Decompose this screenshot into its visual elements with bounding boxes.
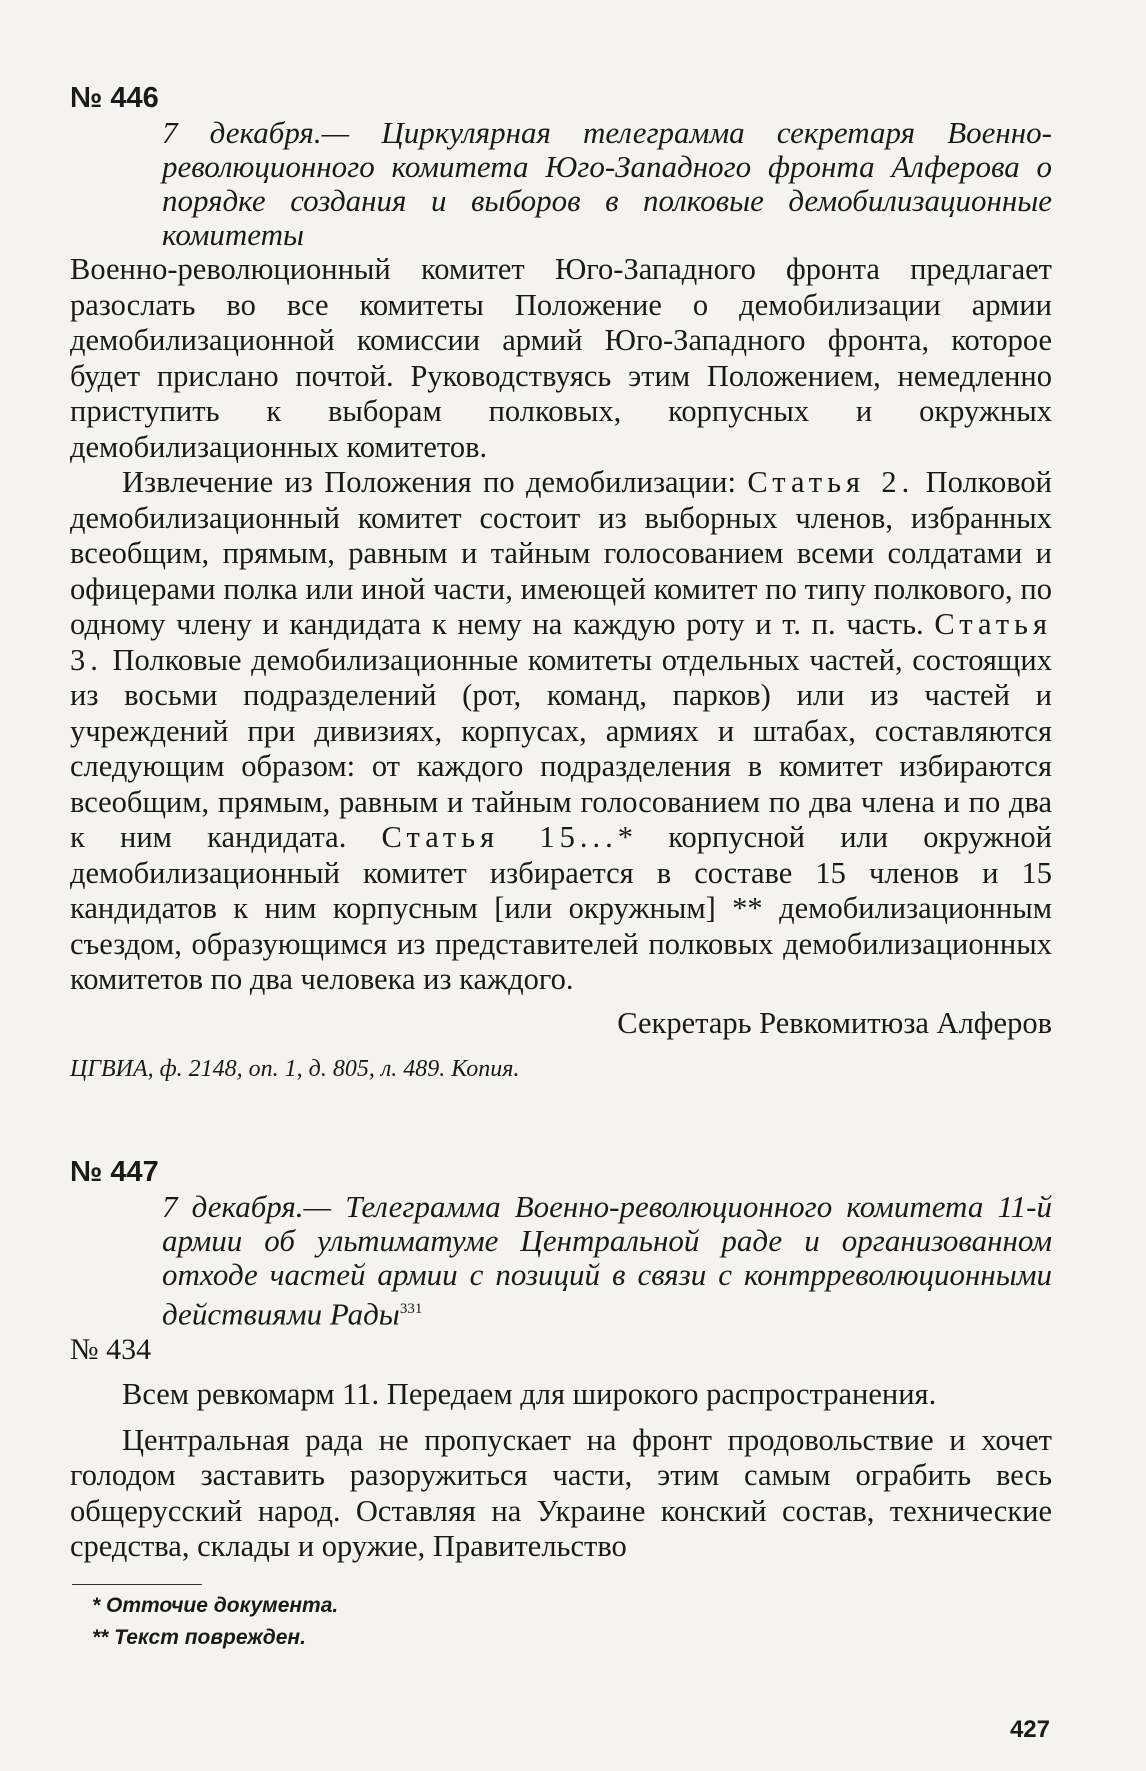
footnote: * Отточие документа. <box>92 1594 339 1617</box>
page-number: 427 <box>1009 1716 1050 1743</box>
document-body-446 <box>70 252 1052 998</box>
paragraph: Военно-революционный комитет Юго-Западного фронта предлагает разослать во все комитеты Положение о демобилизации армии демобилизационной комиссии армий Юго-Западного фронта, которое будет прислано почтой. Руководствуясь этим Положением, немедленно приступить к выборам полковых, корпусных и окружных демобилизационных комитетов. <box>70 252 1052 464</box>
document-heading-446: 7 декабря.— Циркулярная телеграмма секретаря Военно-революционного комитета Юго-Западного фронта Алферова о порядке создания и выборов в полковые демобилизационные комитеты <box>162 115 1052 252</box>
paragraph: Всем ревкомарм 11. Передаем для широкого распространения. <box>122 1377 937 1411</box>
telegram-number: № 434 <box>70 1333 152 1366</box>
article-label: Статья 3. <box>70 607 1052 677</box>
heading-text: 7 декабря.— Телеграмма Военно-революционного комитета 11-й армии об ультиматуме Центральной раде и организованном отходе частей армии с позиций в связи с контрреволюционными действиями Рады <box>162 1189 1052 1332</box>
text-run: Извлечение из Положения по демобилизации: <box>122 465 748 499</box>
document-number-446: № 446 <box>70 82 159 114</box>
document-heading-447 <box>162 1190 1052 1331</box>
footnote-divider <box>72 1584 202 1585</box>
article-label: Статья 15... <box>381 820 618 854</box>
article-label: Статья 2. <box>747 465 915 499</box>
paragraph: Центральная рада не пропускает на фронт продовольствие и хочет голодом заставить разоружиться части, этим самым ограбить весь общерусский народ. Оставляя на Украине конский состав, технические средства, склады и оружие, Правительство <box>70 1422 1052 1563</box>
paragraph <box>70 465 1052 998</box>
document-body-447 <box>70 1377 1052 1565</box>
signature: Секретарь Ревкомитюза Алферов <box>617 1006 1052 1040</box>
document-number-447: № 447 <box>70 1156 159 1188</box>
footnote: ** Текст поврежден. <box>92 1626 306 1649</box>
text-run: * корпусной или окружной демобилизационный комитет избирается в составе 15 членов и 15 кандидатов к ним корпусным [или окружным] ** демобилизационным съездом, образующимся из представителей полковых демобилизационных комитетов по два человека из каждого. <box>70 820 1052 996</box>
text-run: Полковые демобилизационные комитеты отдельных частей, состоящих из восьми подразделений (рот, команд, парков) или из частей и учреждений при дивизиях, корпусах, армиях и штабах, составляются следующим образом: от каждого подразделения в комитет избираются всеобщим, прямым, равным и тайным голосованием по два члена и по два к ним кандидата. <box>70 642 1052 854</box>
text-run: Полковой демобилизационный комитет состоит из выборных членов, избранных всеобщим, прямым, равным и тайным голосованием всеми солдатами и офицерами полка или иной части, имеющей комитет по типу полкового, по одному члену и кандидата к нему на каждую роту и т. п. часть. <box>70 465 1052 641</box>
endnote-ref: 331 <box>399 1301 423 1317</box>
archive-source: ЦГВИА, ф. 2148, оп. 1, д. 805, л. 489. Копия. <box>70 1056 520 1082</box>
